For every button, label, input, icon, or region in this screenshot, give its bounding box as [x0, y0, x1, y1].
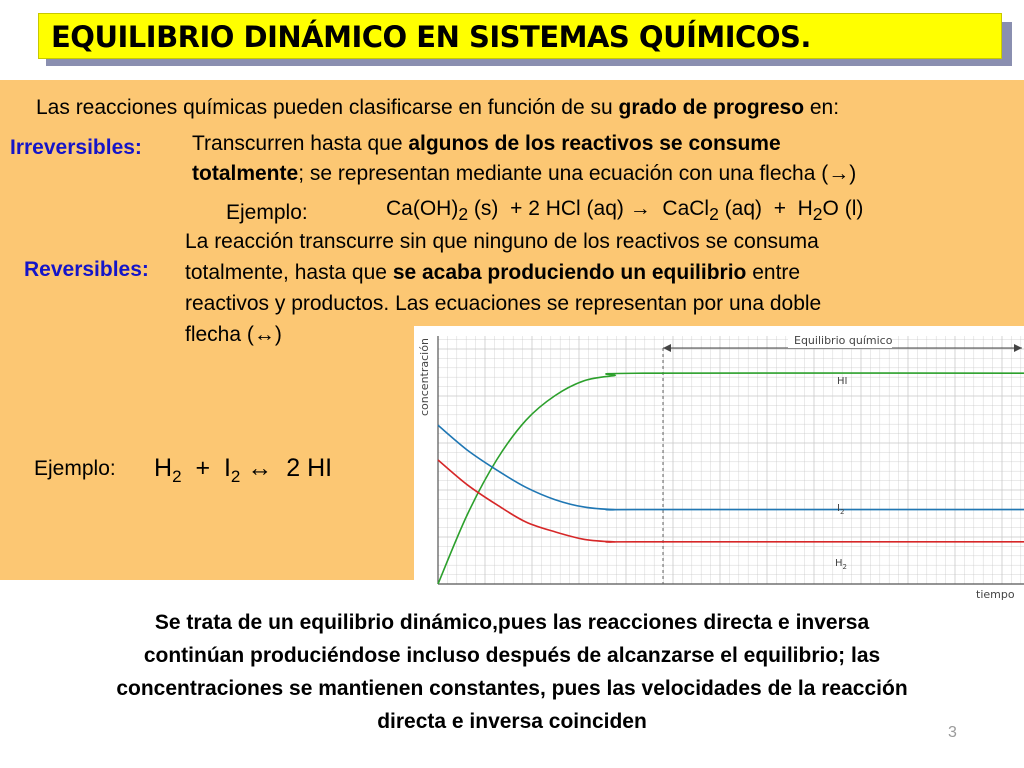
reversibles-equation: [154, 453, 332, 492]
eq-plus2: +: [773, 197, 786, 220]
reversibles-line2-bold: se acaba produciendo un equilibrio: [392, 261, 747, 284]
series-label-h2-sub: 2: [842, 563, 847, 571]
reversibles-line4: flecha (↔): [185, 323, 282, 346]
eq-p1: CaCl: [662, 197, 710, 220]
rev-h-sub: 2: [172, 467, 182, 486]
reversibles-example-label: Ejemplo:: [34, 457, 116, 480]
eq-r1-sub: 2: [458, 204, 469, 225]
intro-bold: grado de progreso: [618, 96, 805, 119]
eq-p2b: O (l): [822, 197, 864, 220]
series-label-i2-sub: 2: [839, 508, 845, 516]
series-label-h2: [835, 558, 847, 571]
reversibles-label: Reversibles:: [24, 258, 149, 281]
irreversibles-line2-post: ; se representan mediante una ecuación con una flecha (→): [298, 162, 857, 185]
eq-r1: Ca(OH): [386, 197, 459, 220]
eq-p2-sub: 2: [812, 204, 823, 225]
conclusion-line1: Se trata de un equilibrio dinámico,pues las reacciones directa e inversa: [154, 611, 870, 634]
irreversibles-line2-bold: totalmente: [192, 162, 299, 185]
irreversibles-line1-bold: algunos de los reactivos se consume: [408, 132, 781, 155]
eq-r1-state: (s): [468, 197, 499, 220]
conclusion-text: [0, 606, 1024, 738]
eq-p2a: H: [797, 197, 813, 220]
irreversibles-line2: [192, 159, 856, 189]
title-box: [38, 13, 1002, 59]
eq-p1-state: (aq): [718, 197, 763, 220]
y-axis-label: concentración: [418, 338, 431, 416]
rev-i-sub: 2: [230, 467, 241, 486]
intro-pre: Las reacciones químicas pueden clasificarse en función de su: [36, 96, 619, 119]
irreversibles-line1-pre: Transcurren hasta que: [192, 132, 409, 155]
rev-i: I: [223, 454, 231, 482]
intro-text: [36, 93, 839, 123]
series-label-hi: HI: [837, 376, 848, 387]
eq-plus1: +: [510, 197, 523, 220]
irreversibles-equation: [386, 194, 863, 229]
rev-product: 2 HI: [286, 454, 333, 482]
rev-plus: +: [195, 454, 211, 482]
page-title: EQUILIBRIO DINÁMICO EN SISTEMAS QUÍMICOS.: [51, 20, 811, 54]
conclusion-line4: directa e inversa coinciden: [377, 710, 647, 733]
conclusion-line2: continúan produciéndose incluso después de alcanzarse el equilibrio; las: [143, 644, 881, 667]
reversibles-line2-pre: totalmente, hasta que: [185, 261, 393, 284]
irreversibles-example-label: Ejemplo:: [226, 201, 308, 224]
x-axis-label: tiempo: [976, 588, 1015, 601]
page-number: 3: [948, 724, 957, 741]
series-label-i2-base: I: [837, 503, 840, 514]
equilibrium-label: Equilibrio químico: [794, 334, 893, 347]
series-label-i2: [837, 503, 844, 516]
eq-r2: 2 HCl (aq): [528, 197, 624, 220]
reversibles-line2: [185, 258, 800, 288]
rev-h: H: [154, 454, 173, 482]
series-label-h2-base: H: [835, 558, 843, 569]
equilibrium-chart: [414, 326, 1024, 602]
reversibles-line3: reactivos y productos. Las ecuaciones se representan por una doble: [185, 292, 822, 315]
intro-post: en:: [804, 96, 840, 119]
bracket-arrow-left: [663, 344, 671, 352]
eq-p1-sub: 2: [709, 204, 719, 225]
rev-arrow: ↔: [247, 454, 273, 482]
reversibles-line2-post: entre: [746, 261, 801, 284]
equilibrium-chart-svg: [414, 326, 1024, 602]
irreversibles-label: Irreversibles:: [10, 136, 142, 159]
eq-arrow: →: [629, 197, 651, 220]
conclusion-line3: concentraciones se mantienen constantes, pues las velocidades de la reacción: [116, 677, 908, 700]
irreversibles-line1: [192, 129, 781, 159]
reversibles-line1: La reacción transcurre sin que ninguno de los reactivos se consuma: [185, 230, 819, 253]
